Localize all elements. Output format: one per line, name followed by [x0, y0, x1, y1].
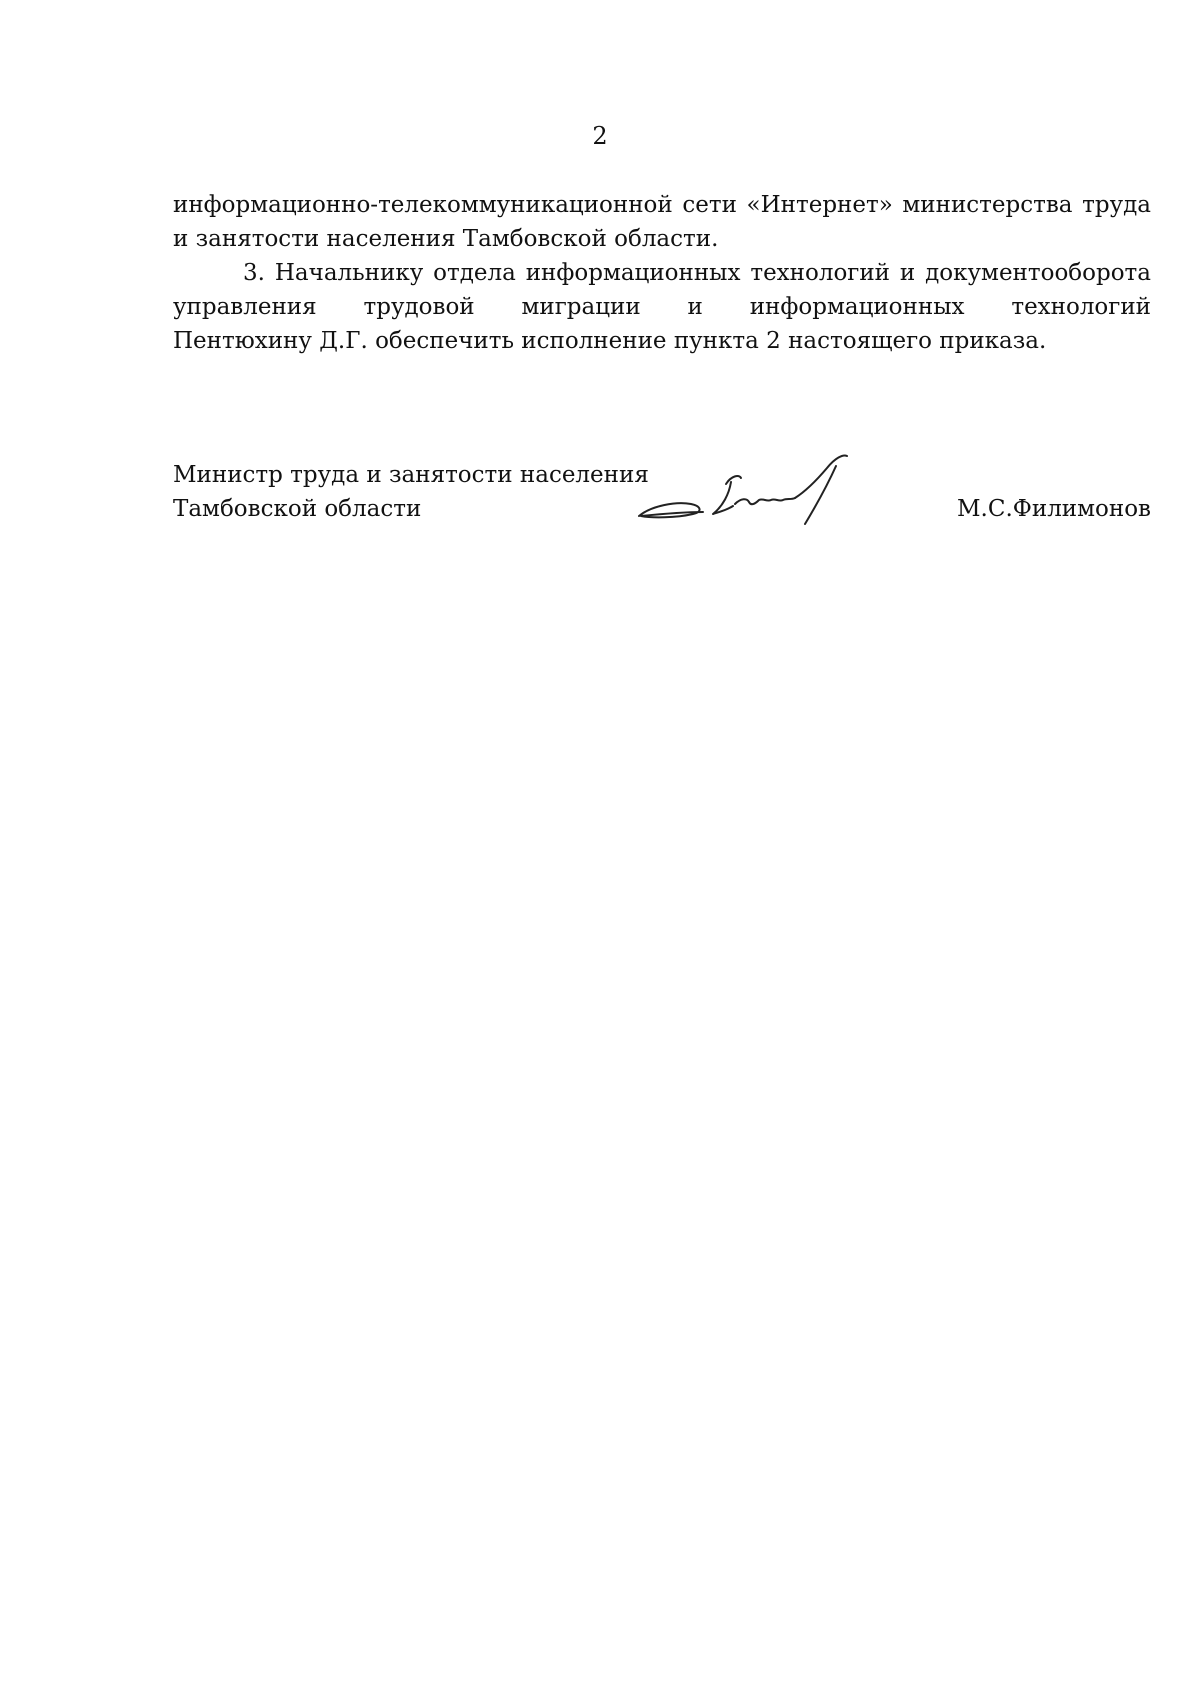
paragraph-line: 3. Начальнику отдела информационных технологий и документооборота: [243, 260, 1151, 286]
signatory-position: [173, 458, 649, 526]
handwritten-signature-icon: [631, 446, 881, 536]
page-number: 2: [592, 122, 608, 150]
signature-block: [173, 458, 1151, 538]
document-body: [173, 188, 1151, 358]
paragraph-line: и занятости населения Тамбовской области.: [173, 226, 719, 252]
paragraph-line: управления трудовой миграции и информационных технологий: [173, 294, 1151, 320]
paragraph-line: информационно-телекоммуникационной сети «Интернет» министерства труда: [173, 192, 1151, 218]
position-line: Министр труда и занятости населения: [173, 462, 649, 488]
signatory-name: М.С.Филимонов: [957, 496, 1151, 522]
position-line: Тамбовской области: [173, 496, 422, 522]
paragraph-line: Пентюхину Д.Г. обеспечить исполнение пункта 2 настоящего приказа.: [173, 328, 1047, 354]
